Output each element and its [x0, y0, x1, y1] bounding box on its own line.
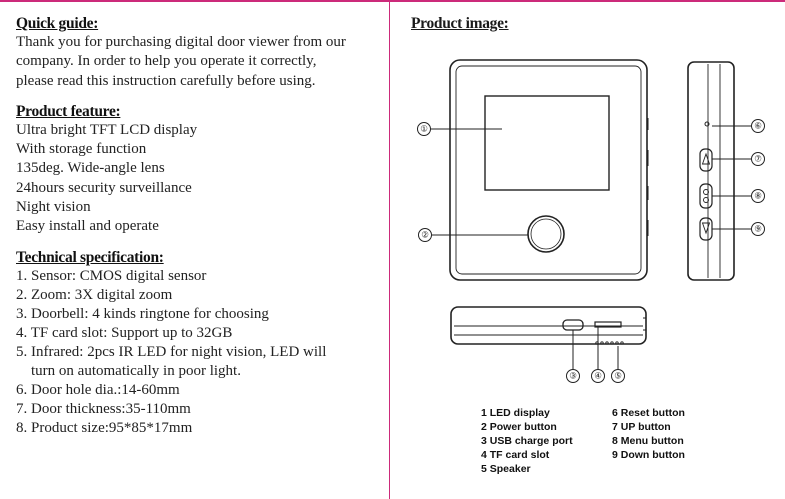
feature-item: Ultra bright TFT LCD display — [16, 121, 198, 138]
spec-item: 3. Doorbell: 4 kinds ringtone for choosing — [16, 305, 269, 322]
up-arrow-icon — [703, 154, 710, 164]
quick-guide-line: company. In order to help you operate it correctly, — [16, 53, 317, 70]
usb-charge-port — [563, 320, 583, 330]
legend-item: 1 LED display — [481, 407, 550, 419]
product-diagram — [390, 0, 785, 400]
callout-7: ⑦ — [754, 154, 762, 165]
product-image-heading: Product image: — [411, 15, 509, 32]
callout-5: ⑤ — [614, 371, 622, 382]
legend-column-2 — [612, 406, 685, 462]
legend-item: 3 USB charge port — [481, 435, 573, 447]
spec-item: 7. Door thickness:35-110mm — [16, 400, 191, 417]
callout-1: ① — [420, 124, 428, 135]
quick-guide-heading: Quick guide: — [16, 15, 99, 32]
device-front-view — [450, 60, 648, 280]
quick-guide-line: Thank you for purchasing digital door viewer from our — [16, 34, 346, 50]
legend-item: 4 TF card slot — [481, 449, 550, 461]
legend-column-1 — [481, 406, 573, 476]
spec-item: 1. Sensor: CMOS digital sensor — [16, 267, 207, 284]
quick-guide-line: please read this instruction carefully before using. — [16, 72, 316, 89]
up-button — [700, 149, 712, 171]
callout-6: ⑥ — [754, 121, 762, 132]
legend-item: 8 Menu button — [612, 435, 684, 447]
bottom-outer-body — [451, 307, 646, 344]
callout-3: ③ — [569, 371, 577, 382]
front-inner-bezel — [456, 66, 641, 274]
spec-item: 4. TF card slot: Support up to 32GB — [16, 324, 233, 341]
tech-spec-heading: Technical specification: — [16, 248, 164, 266]
legend-item: 5 Speaker — [481, 463, 531, 475]
menu-button — [700, 184, 712, 208]
down-button — [700, 218, 712, 240]
callout-4: ④ — [594, 371, 602, 382]
callout-2: ② — [421, 230, 429, 241]
device-bottom-view — [451, 307, 646, 344]
callout-8: ⑧ — [754, 191, 762, 202]
spec-item: 5. Infrared: 2pcs IR LED for night vision, LED will turn on automatically in poor light. — [16, 343, 384, 381]
spec-item-continuation: turn on automatically in poor light. — [31, 362, 241, 379]
spec-item: 8. Product size:95*85*17mm — [16, 419, 193, 436]
down-arrow-icon — [703, 223, 710, 233]
left-column — [16, 14, 384, 438]
feature-item: With storage function — [16, 141, 147, 158]
callout-9: ⑨ — [754, 224, 762, 235]
feature-item: 135deg. Wide-angle lens — [16, 160, 165, 177]
legend-item: 2 Power button — [481, 421, 557, 433]
side-outer-body — [688, 62, 734, 280]
legend-item: 6 Reset button — [612, 407, 685, 419]
front-outer-body — [450, 60, 647, 280]
power-button — [528, 216, 564, 252]
device-side-view — [688, 62, 734, 280]
legend-item: 7 UP button — [612, 421, 671, 433]
feature-item: Night vision — [16, 199, 91, 216]
feature-item: 24hours security surveillance — [16, 179, 192, 196]
spec-item: 6. Door hole dia.:14-60mm — [16, 381, 180, 398]
spec-item: 2. Zoom: 3X digital zoom — [16, 286, 173, 303]
product-feature-heading: Product feature: — [16, 102, 121, 120]
legend-item: 9 Down button — [612, 449, 685, 461]
feature-item: Easy install and operate — [16, 218, 159, 235]
lcd-display-screen — [485, 96, 609, 190]
